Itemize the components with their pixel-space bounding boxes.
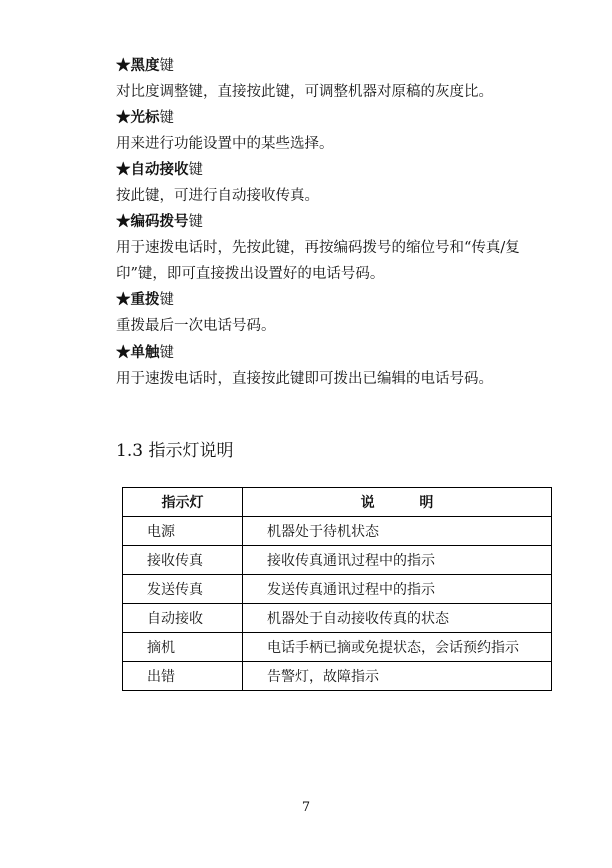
key-description: 对比度调整键，直接按此键，可调整机器对原稿的灰度比。 bbox=[116, 84, 493, 100]
key-name: 重拨 bbox=[130, 291, 160, 308]
table-row bbox=[123, 575, 552, 604]
indicator-name: 发送传真 bbox=[123, 575, 243, 604]
key-name: 编码拨号 bbox=[130, 213, 189, 230]
key-description: 用于速拨电话时，先按此键，再按编码拨号的缩位号和“传真/复 bbox=[116, 240, 520, 256]
indicator-name: 出错 bbox=[123, 662, 243, 691]
key-name: 自动接收 bbox=[130, 161, 189, 178]
indicator-description: 电话手柄已摘或免提状态，会话预约指示 bbox=[243, 633, 552, 662]
key-description: 按此键，可进行自动接收传真。 bbox=[116, 188, 319, 204]
key-description: 用于速拨电话时，直接按此键即可拨出已编辑的电话号码。 bbox=[116, 371, 493, 387]
star-icon: ★ bbox=[116, 344, 131, 361]
indicator-table bbox=[122, 487, 552, 691]
table-header-description: 说 明 bbox=[243, 488, 552, 517]
indicator-description: 告警灯，故障指示 bbox=[243, 662, 552, 691]
key-description: 重拨最后一次电话号码。 bbox=[116, 318, 276, 334]
key-heading-darkness bbox=[116, 56, 174, 76]
star-icon: ★ bbox=[116, 57, 131, 74]
key-name: 黑度 bbox=[130, 57, 160, 74]
page-number: 7 bbox=[301, 800, 311, 815]
star-icon: ★ bbox=[116, 109, 131, 126]
indicator-description: 接收传真通讯过程中的指示 bbox=[243, 546, 552, 575]
key-suffix: 键 bbox=[159, 292, 174, 308]
star-icon: ★ bbox=[116, 291, 131, 308]
table-row bbox=[123, 662, 552, 691]
key-description: 印”键，即可直接拨出设置好的电话号码。 bbox=[116, 266, 385, 282]
key-heading-auto-receive bbox=[116, 160, 203, 180]
key-suffix: 键 bbox=[159, 345, 174, 361]
key-name: 光标 bbox=[130, 109, 160, 126]
key-name: 单触 bbox=[130, 344, 160, 361]
indicator-description: 机器处于自动接收传真的状态 bbox=[243, 604, 552, 633]
section-title: 1.3 指示灯说明 bbox=[116, 441, 234, 461]
table-row bbox=[123, 604, 552, 633]
indicator-description: 机器处于待机状态 bbox=[243, 517, 552, 546]
indicator-description: 发送传真通讯过程中的指示 bbox=[243, 575, 552, 604]
indicator-name: 摘机 bbox=[123, 633, 243, 662]
key-suffix: 键 bbox=[188, 162, 203, 178]
key-heading-redial bbox=[116, 290, 174, 310]
table-header-row bbox=[123, 488, 552, 517]
indicator-name: 电源 bbox=[123, 517, 243, 546]
table-row bbox=[123, 633, 552, 662]
key-heading-one-touch bbox=[116, 343, 174, 363]
indicator-name: 自动接收 bbox=[123, 604, 243, 633]
key-suffix: 键 bbox=[159, 58, 174, 74]
key-heading-coded-dial bbox=[116, 212, 203, 232]
star-icon: ★ bbox=[116, 161, 131, 178]
key-heading-cursor bbox=[116, 108, 174, 128]
table-header-indicator: 指示灯 bbox=[123, 488, 243, 517]
indicator-name: 接收传真 bbox=[123, 546, 243, 575]
star-icon: ★ bbox=[116, 213, 131, 230]
table-row bbox=[123, 546, 552, 575]
key-suffix: 键 bbox=[188, 214, 203, 230]
key-suffix: 键 bbox=[159, 110, 174, 126]
table-row bbox=[123, 517, 552, 546]
key-description: 用来进行功能设置中的某些选择。 bbox=[116, 136, 334, 152]
